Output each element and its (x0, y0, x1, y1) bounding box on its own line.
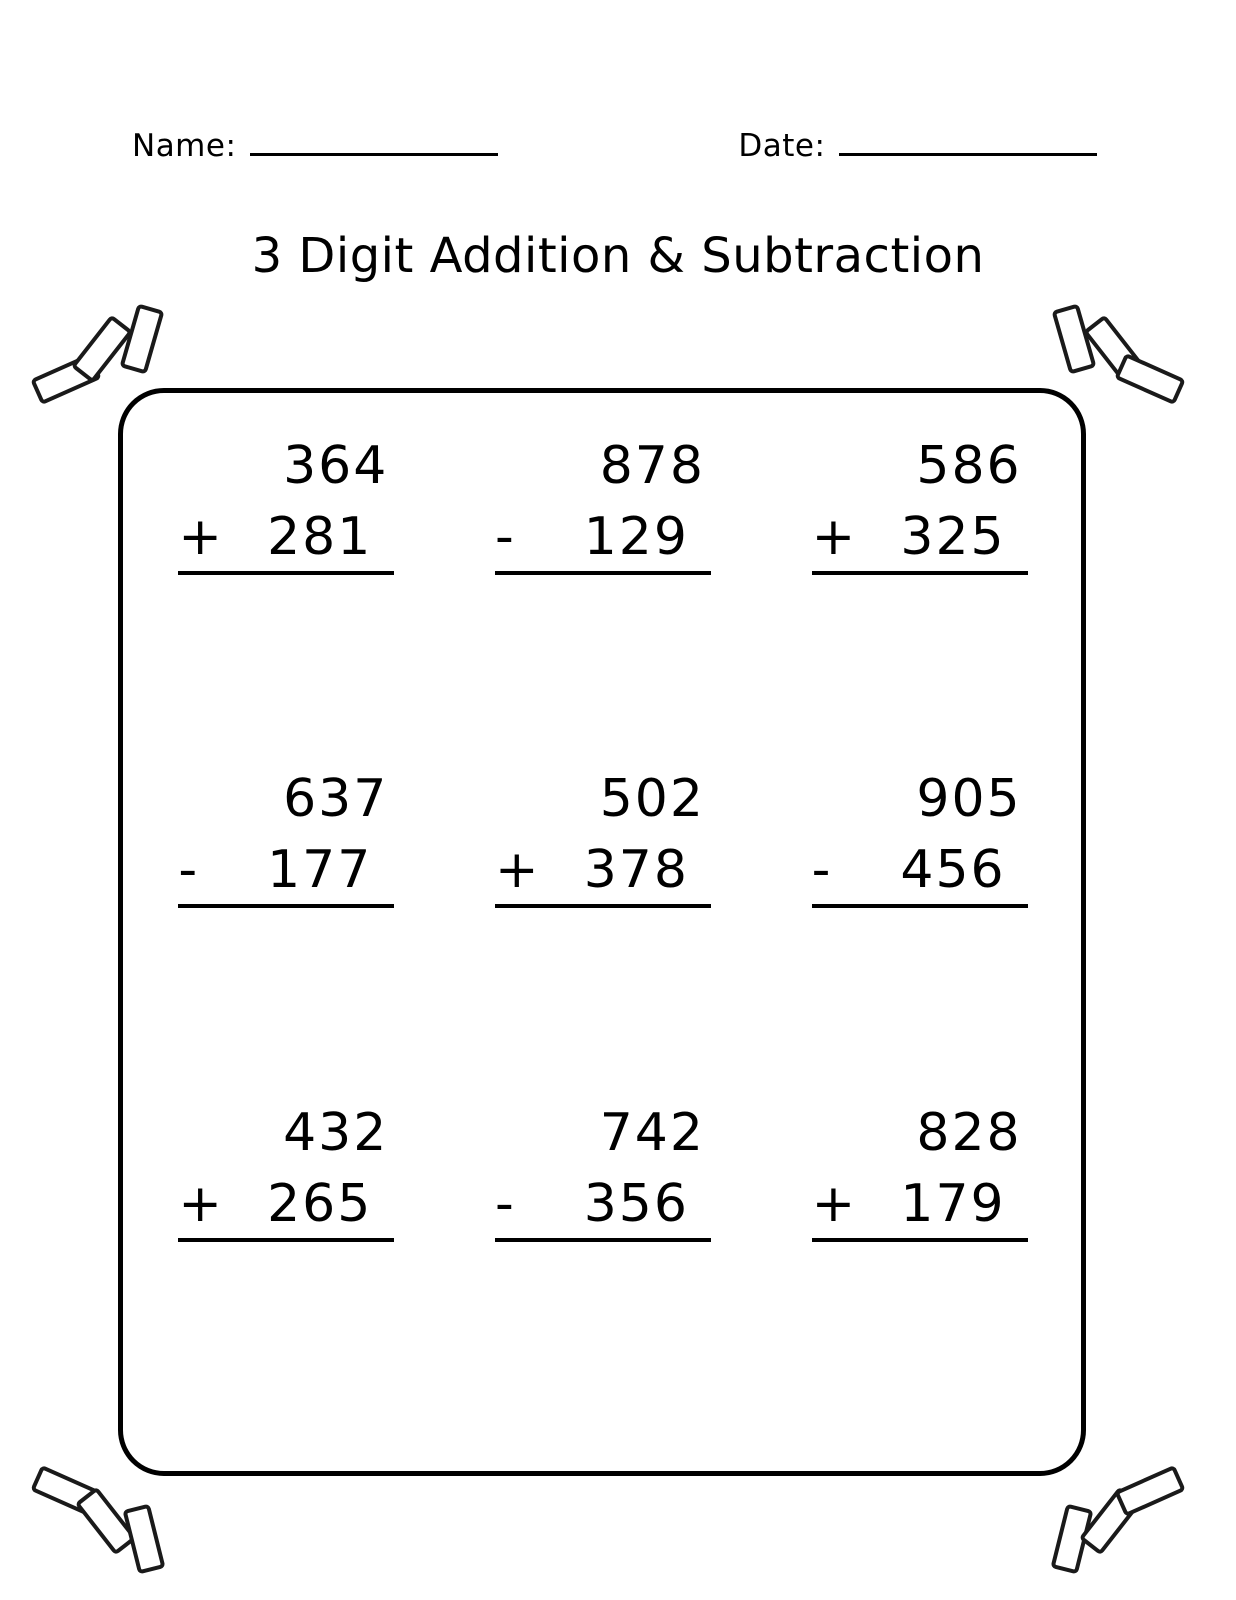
problem-stack (811, 769, 1028, 908)
name-label: Name: (132, 128, 237, 164)
problem-operator: - (494, 1173, 514, 1234)
date-label: Date: (738, 128, 826, 164)
problem-stack (178, 436, 394, 575)
problem-top-number: 432 (283, 1102, 389, 1163)
problem-stack (811, 1102, 1028, 1242)
problem-bottom-row (494, 1173, 711, 1242)
problem-operator: + (178, 507, 222, 568)
problem-operator: + (494, 840, 539, 901)
problem-item[interactable] (761, 763, 1078, 1096)
problem-top-number: 364 (283, 436, 389, 496)
problem-bottom-number: 281 (267, 507, 373, 568)
problem-bottom-number: 129 (583, 507, 689, 568)
problem-stack (178, 769, 394, 908)
problem-operator: + (811, 1173, 856, 1234)
problem-bottom-number: 265 (267, 1173, 373, 1234)
problem-bottom-row (494, 840, 711, 908)
problem-item[interactable] (128, 430, 445, 763)
problem-bottom-row (811, 1173, 1028, 1242)
problem-stack (811, 436, 1028, 575)
problem-operator: - (178, 840, 198, 901)
date-write-line[interactable] (839, 153, 1097, 156)
problem-operator: + (811, 507, 856, 568)
problem-item[interactable] (445, 430, 762, 763)
problem-stack (494, 1102, 711, 1242)
problem-top-number: 502 (599, 769, 705, 830)
problem-top-number: 586 (916, 436, 1022, 496)
problem-bottom-row (811, 507, 1028, 575)
problem-bottom-row (178, 840, 394, 908)
problem-bottom-row (494, 507, 711, 575)
problem-bottom-number: 456 (900, 840, 1006, 901)
problem-bottom-row (178, 1173, 394, 1242)
problem-stack (494, 769, 711, 908)
problem-top-number: 905 (916, 769, 1022, 830)
problem-top-number: 637 (283, 769, 389, 830)
problem-bottom-number: 356 (583, 1173, 689, 1234)
problem-bottom-number: 177 (267, 840, 373, 901)
problem-bottom-number: 325 (900, 507, 1006, 568)
name-write-line[interactable] (250, 153, 498, 156)
problem-operator: - (494, 507, 514, 568)
problem-bottom-number: 378 (583, 840, 689, 901)
problem-bottom-number: 179 (900, 1173, 1006, 1234)
problem-item[interactable] (445, 763, 762, 1096)
problem-grid (128, 430, 1078, 1430)
problem-operator: - (811, 840, 831, 901)
problem-item[interactable] (445, 1097, 762, 1430)
problem-item[interactable] (761, 430, 1078, 763)
problem-stack (178, 1102, 394, 1242)
problem-item[interactable] (128, 763, 445, 1096)
date-field[interactable] (738, 128, 1097, 164)
problem-stack (494, 436, 711, 575)
worksheet-header (132, 128, 1102, 164)
problem-bottom-row (178, 507, 394, 575)
problem-operator: + (178, 1173, 222, 1234)
problem-bottom-row (811, 840, 1028, 908)
problem-item[interactable] (761, 1097, 1078, 1430)
problem-top-number: 828 (916, 1102, 1022, 1163)
problem-top-number: 878 (599, 436, 705, 496)
problem-item[interactable] (128, 1097, 445, 1430)
name-field[interactable] (132, 128, 498, 164)
problem-top-number: 742 (599, 1102, 705, 1163)
page-title: 3 Digit Addition & Subtraction (251, 228, 985, 284)
burst-bottom-right-icon (1052, 1452, 1192, 1592)
